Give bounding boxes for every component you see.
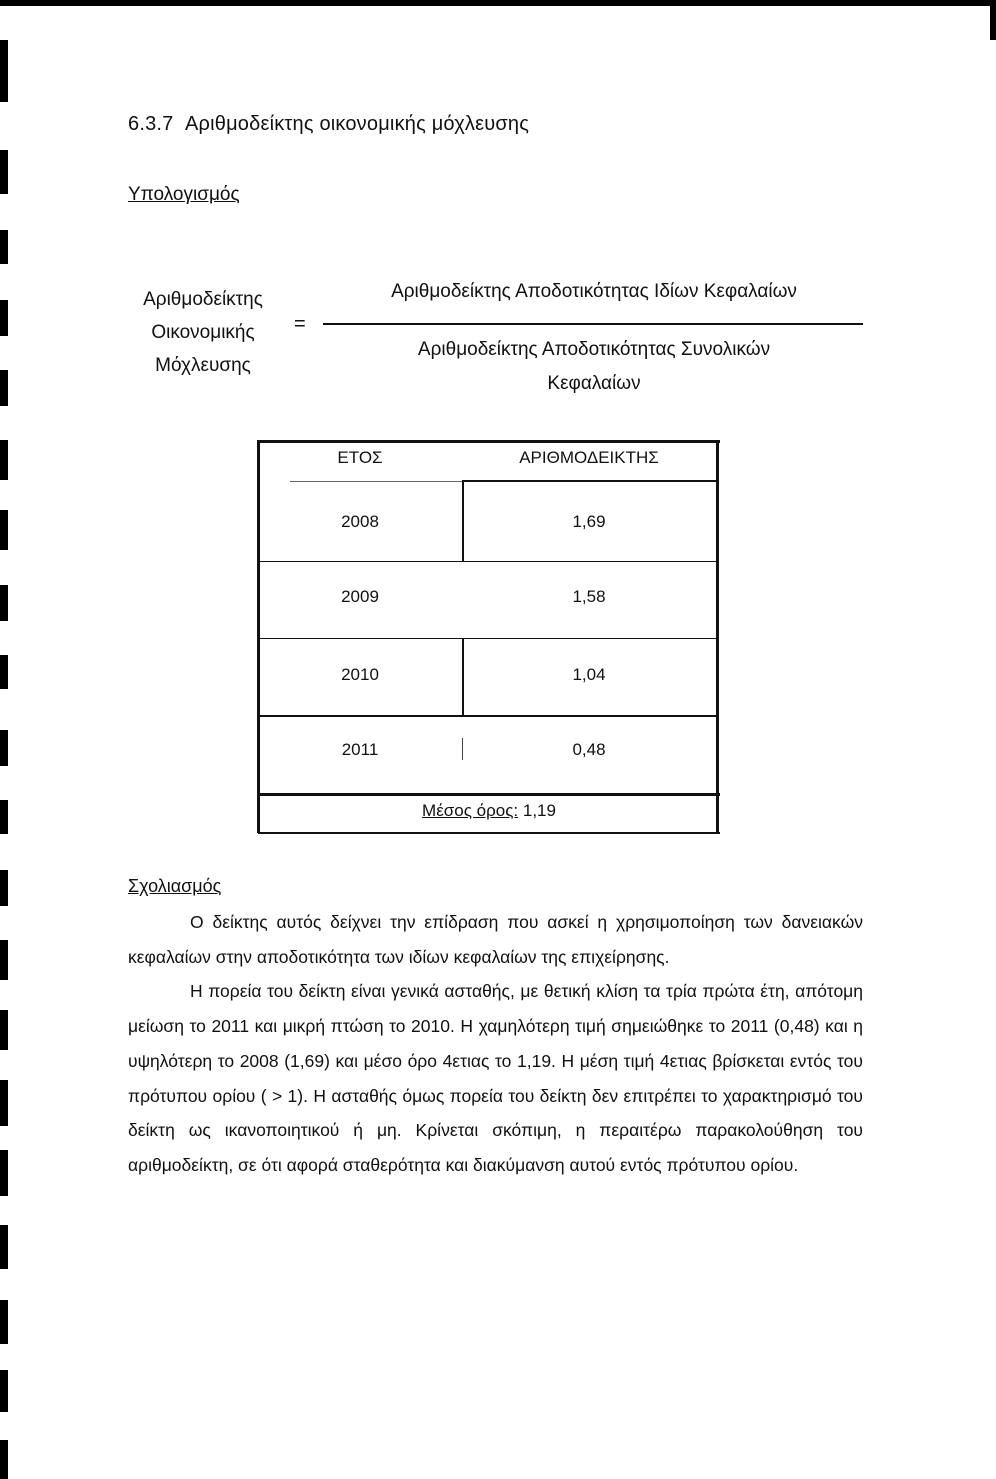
table-header-year: ΕΤΟΣ [337, 448, 383, 467]
table-average-value: 1,19 [522, 801, 556, 820]
commentary-paragraph: Η πορεία του δείκτη είναι γενικά ασταθής, με θετική κλίση τα τρία πρώτα έτη, απότομη μείωση το 2011 και μικρή πτώση το 2010. Η χαμηλότερη τιμή σημειώθηκε το 2011 (0,48) και η υψηλότερη το 2008 (1,69) και μέσο όρο 4ετιας το 1,19. Η μέση τιμή 4ετιας βρίσκεται εντός του πρότυπου ορίου ( > 1). Η ασταθής όμως πορεία του δείκτη δεν επιτρέπει το χαρακτηρισμό του δείκτη ως ικανοποιητικού ή μη. Κρίνεται σκόπιμη, η περαιτέρω παρακολούθηση του αριθμοδείκτη, σε ότι αφορά σταθερότητα και διακύμανση αυτού εντός πρότυπου ορίου. [128, 981, 863, 1175]
scan-left-edge [0, 655, 8, 689]
table-header-rule-left [290, 481, 462, 482]
scan-left-edge [0, 440, 8, 480]
scan-left-edge [0, 1080, 8, 1126]
commentary-heading: Σχολιασμός [128, 876, 222, 896]
table-row-rule [258, 561, 718, 562]
table-row-year: 2008 [341, 512, 379, 531]
scan-left-edge [0, 1370, 8, 1412]
scan-left-edge [0, 1150, 8, 1196]
formula-lhs [128, 283, 278, 382]
table-average-row [260, 801, 718, 821]
formula-lhs-line: Αριθμοδείκτης [143, 289, 263, 310]
table-row-rule [258, 638, 718, 639]
scan-left-edge [0, 940, 8, 980]
table-header-ratio: ΑΡΙΘΜΟΔΕΙΚΤΗΣ [519, 448, 659, 467]
scan-top-border [0, 0, 996, 6]
scan-left-edge [0, 150, 8, 194]
table-header-rule [462, 480, 718, 482]
scan-left-edge [0, 300, 8, 336]
table-row-year: 2011 [341, 740, 379, 759]
commentary-paragraph: Ο δείκτης αυτός δείχνει την επίδραση που ασκεί η χρησιμοποίηση των δανειακών κεφαλαίων στην αποδοτικότητα των ιδίων κεφαλαίων της επιχείρησης. [128, 912, 863, 967]
scan-left-edge [0, 730, 8, 766]
table-border-top [257, 440, 720, 443]
table-column-divider [462, 738, 463, 760]
table-border-bottom [258, 832, 720, 834]
table-average-label: Μέσος όρος: [422, 801, 519, 820]
formula-equals-sign: = [294, 313, 306, 335]
calculation-heading: Υπολογισμός [128, 184, 240, 205]
table-row-year: 2009 [341, 587, 379, 606]
scan-left-edge [0, 230, 8, 264]
table-row-value: 1,58 [572, 587, 606, 606]
scan-left-edge [0, 1300, 8, 1344]
scan-left-edge [0, 585, 8, 621]
scan-left-edge [0, 1440, 8, 1479]
table-border-left [257, 440, 260, 833]
table-row-year: 2010 [341, 665, 379, 684]
formula-denominator-line: Αριθμοδείκτης Αποδοτικότητας Συνολικών [417, 339, 771, 360]
formula-lhs-line: Μόχλευσης [155, 355, 251, 376]
formula-fraction-bar [323, 323, 863, 325]
scan-left-edge [0, 510, 8, 550]
scan-left-edge [0, 1225, 8, 1269]
table-row-rule [258, 715, 718, 717]
table-row-value: 1,69 [572, 512, 606, 531]
section-heading [128, 113, 529, 136]
table-row-value: 1,04 [572, 665, 606, 684]
section-title: Αριθμοδείκτης οικονομικής μόχλευσης [185, 113, 530, 135]
formula-denominator [325, 333, 863, 401]
formula-numerator: Αριθμοδείκτης Αποδοτικότητας Ιδίων Κεφαλαίων [391, 281, 797, 302]
formula-lhs-line: Οικονομικής [151, 322, 255, 343]
scan-left-edge [0, 370, 8, 406]
scan-right-edge [990, 0, 996, 40]
table-row-value: 0,48 [572, 740, 606, 759]
scan-left-edge [0, 800, 8, 834]
scan-left-edge [0, 870, 8, 906]
scan-left-edge [0, 40, 8, 102]
table-border-right [716, 440, 719, 833]
section-number: 6.3.7 [128, 113, 174, 135]
table-average-rule [258, 793, 720, 796]
commentary-body [128, 905, 863, 1183]
formula-denominator-line: Κεφαλαίων [547, 373, 641, 394]
scan-left-edge [0, 1010, 8, 1050]
